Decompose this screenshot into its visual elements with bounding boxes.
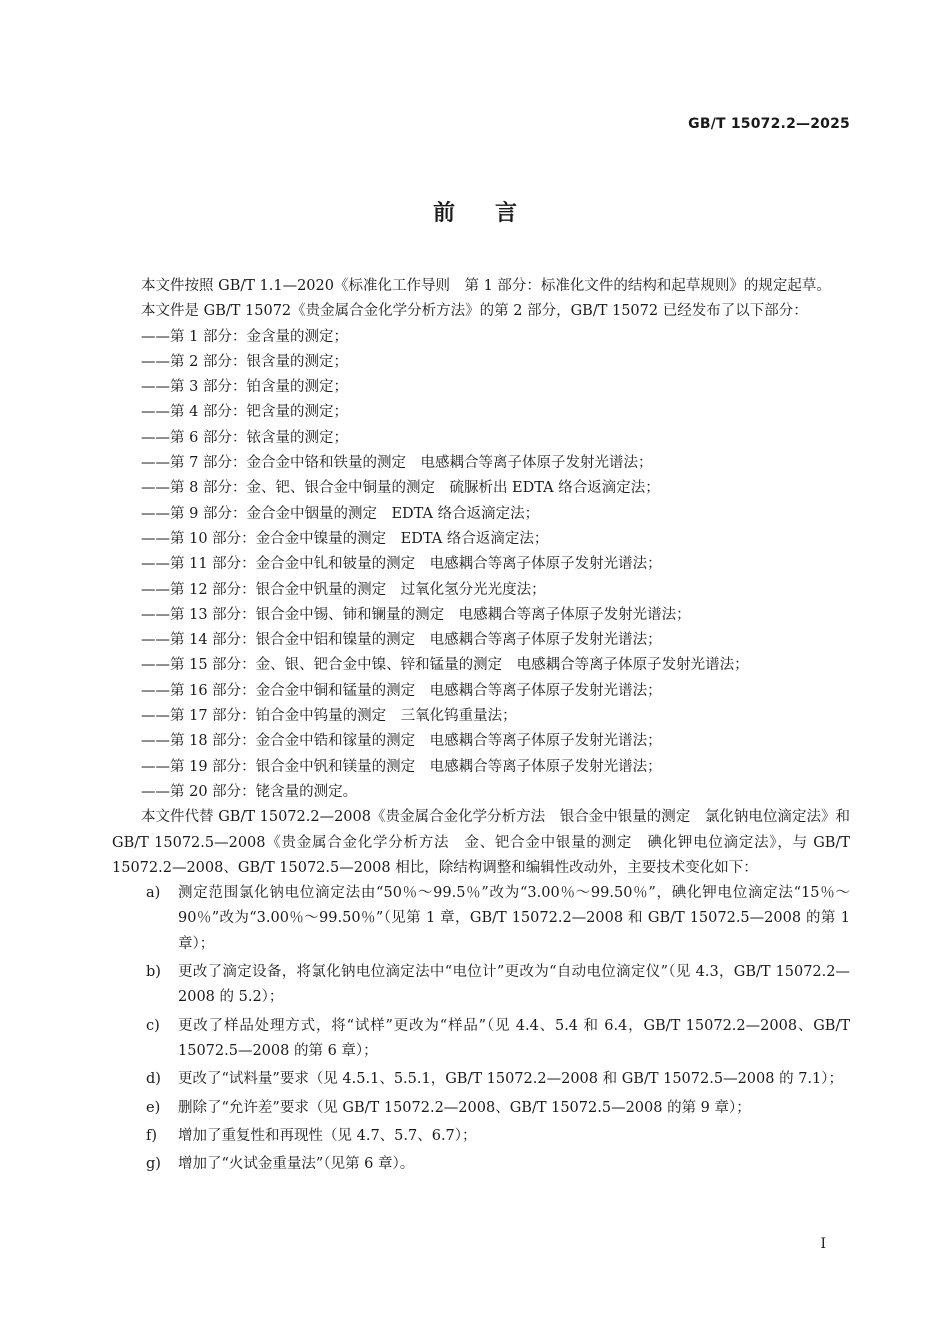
list-item: ——第 3 部分：铂含量的测定；: [141, 379, 348, 396]
item-marker: e): [146, 1099, 161, 1116]
item-text: 增加了重复性和再现性（见 4.7、5.7、6.7）；: [178, 1127, 477, 1144]
changes-list: [112, 881, 850, 1177]
list-item: ——第 2 部分：银含量的测定；: [141, 353, 348, 370]
list-item: ——第 6 部分：铱含量的测定；: [141, 429, 348, 446]
list-item: ——第 8 部分：金、钯、银合金中铜量的测定 硫脲析出 EDTA 络合返滴定法；: [141, 480, 660, 497]
list-item: ——第 18 部分：金合金中锆和镓量的测定 电感耦合等离子体原子发射光谱法；: [141, 733, 662, 750]
change-item: [112, 1067, 850, 1092]
page-title: 前言: [432, 201, 557, 226]
list-item: ——第 14 部分：银合金中铝和镍量的测定 电感耦合等离子体原子发射光谱法；: [141, 632, 662, 649]
list-item: ——第 1 部分：金含量的测定；: [141, 328, 348, 345]
list-item: ——第 9 部分：金合金中铟量的测定 EDTA 络合返滴定法；: [141, 505, 540, 522]
change-item: [112, 960, 850, 1011]
list-item: ——第 20 部分：铑含量的测定。: [141, 783, 358, 800]
page-number: I: [820, 1236, 826, 1252]
change-item: [112, 881, 850, 957]
item-marker: d): [146, 1071, 161, 1088]
list-item: ——第 13 部分：银合金中锡、铈和镧量的测定 电感耦合等离子体原子发射光谱法；: [141, 606, 691, 623]
item-text: 增加了“火试金重量法”（见第 6 章）。: [178, 1156, 415, 1173]
list-item: ——第 11 部分：金合金中钆和铍量的测定 电感耦合等离子体原子发射光谱法；: [141, 556, 662, 573]
list-item: ——第 7 部分：金合金中铬和铁量的测定 电感耦合等离子体原子发射光谱法；: [141, 455, 653, 472]
item-marker: a): [146, 885, 161, 902]
document-body: [112, 274, 850, 1180]
item-text: 更改了样品处理方式，将“试样”更改为“样品”（见 4.4、5.4 和 6.4，GB/T 15072.2—2008、GB/T 15072.5—2008 的第 6 章）；: [178, 1017, 850, 1059]
list-item: ——第 17 部分：铂合金中钨量的测定 三氧化钨重量法；: [141, 708, 517, 725]
list-item: ——第 10 部分：金合金中镍量的测定 EDTA 络合返滴定法；: [141, 530, 549, 547]
item-marker: g): [146, 1156, 161, 1173]
item-text: 测定范围氯化钠电位滴定法由“50％～99.5％”改为“3.00％～99.50％”，碘化钾电位滴定法“15％～90％”改为“3.00％～99.50％”（见第 1 章，GB/T 15072.2—2008 和 GB/T 15072.5—2008 的第 1 章）；: [178, 885, 850, 952]
parts-list: [112, 325, 850, 806]
paragraph-replacement: 本文件代替 GB/T 15072.2—2008《贵金属合金化学分析方法 银合金中银量的测定 氯化钠电位滴定法》和 GB/T 15072.5—2008《贵金属合金化学分析方法 金、钯合金中银量的测定 碘化钾电位滴定法》，与 GB/T 15072.2—2008、GB/T 15072.5—2008 相比，除结构调整和编辑性改动外，主要技术变化如下：: [112, 809, 850, 876]
item-text: 更改了“试料量”要求（见 4.5.1、5.5.1，GB/T 15072.2—2008 和 GB/T 15072.5—2008 的 7.1）；: [178, 1071, 844, 1088]
list-item: ——第 15 部分：金、银、钯合金中镍、锌和锰量的测定 电感耦合等离子体原子发射光谱法；: [141, 657, 749, 674]
change-item: [112, 1152, 850, 1177]
list-item: ——第 19 部分：银合金中钒和镁量的测定 电感耦合等离子体原子发射光谱法；: [141, 758, 662, 775]
standard-code: GB/T 15072.2—2025: [688, 116, 850, 132]
list-item: ——第 16 部分：金合金中铜和锰量的测定 电感耦合等离子体原子发射光谱法；: [141, 682, 662, 699]
change-item: [112, 1124, 850, 1149]
list-item: ——第 4 部分：钯含量的测定；: [141, 404, 348, 421]
list-item: ——第 12 部分：银合金中钒量的测定 过氧化氢分光光度法；: [141, 581, 546, 598]
item-marker: b): [146, 964, 161, 981]
item-marker: f): [146, 1127, 158, 1144]
item-marker: c): [146, 1017, 160, 1034]
change-item: [112, 1014, 850, 1065]
item-text: 删除了“允许差”要求（见 GB/T 15072.2—2008、GB/T 15072.5—2008 的第 9 章）；: [178, 1099, 751, 1116]
paragraph-series-intro: 本文件是 GB/T 15072《贵金属合金化学分析方法》的第 2 部分，GB/T 15072 已经发布了以下部分：: [141, 303, 808, 320]
change-item: [112, 1096, 850, 1121]
item-text: 更改了滴定设备，将氯化钠电位滴定法中“电位计”更改为“自动电位滴定仪”（见 4.3，GB/T 15072.2—2008 的 5.2）；: [178, 964, 850, 1006]
paragraph-drafting-basis: 本文件按照 GB/T 1.1—2020《标准化工作导则 第 1 部分：标准化文件的结构和起草规则》的规定起草。: [141, 278, 831, 294]
